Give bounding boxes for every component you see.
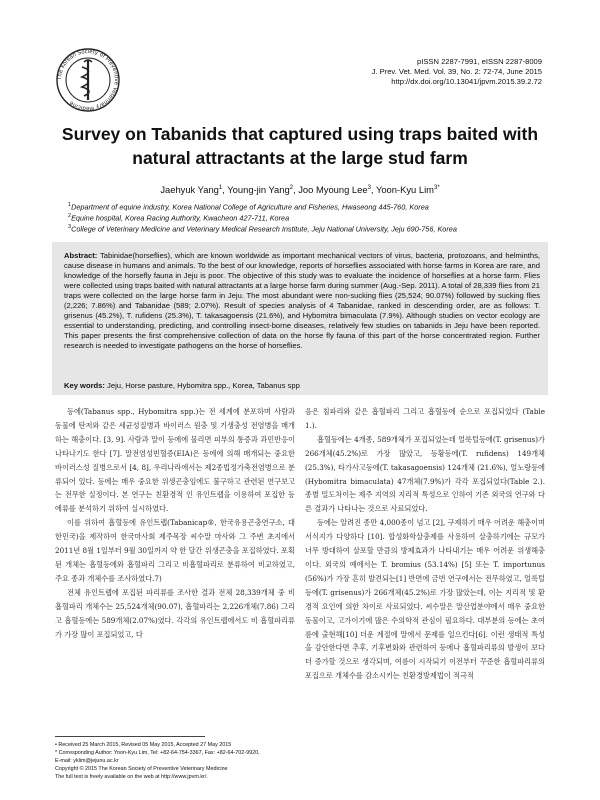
- affiliation-3-num: 3: [68, 223, 72, 230]
- body-paragraph: 음은 침파리와 같은 흡혈파리 그리고 흡혈등에 순으로 포집되었다 (Table 1.).: [305, 407, 545, 430]
- author-3-sup: 3: [367, 184, 371, 191]
- keywords: [64, 381, 540, 390]
- footnote-line: * Corresponding Author: Yoon-Kyu Lim, Tel: +82-64-754-3367, Fax: +82-64-702-9920,: [55, 750, 260, 756]
- footnote-line: Copyright © 2015 The Korean Society of Preventive Veterinary Medicine: [55, 766, 228, 772]
- society-logo: [55, 47, 121, 113]
- issn: pISSN 2287-7991, eISSN 2287-8009: [417, 57, 542, 66]
- author-2: Young-jin Yang: [227, 184, 290, 195]
- author-3: Joo Myoung Lee: [298, 184, 368, 195]
- body-paragraph: 이를 위하여 흡혈등에 유인트랩(Tabanicap®, 한국유용곤충연구소, 대한민국)을 제작하여 한국마사회 제주목장 씨수말 마사와 그 주변 초지에서 2011년 8월 1일부터 9월 30일까지 약 한 달간 위생곤충을 포집하였다. 포획된 개체는 흡혈등에와 흡혈파리 그리고 비흡혈파리로 분류하여 비교하였고, 주요 종과 개체수를 조사하였다.7): [55, 518, 295, 583]
- keywords-text: Jeju, Horse pasture, Hybomitra spp., Korea, Tabanus spp: [104, 381, 300, 390]
- keywords-label: Key words:: [64, 381, 105, 390]
- body-column-right: [305, 405, 545, 683]
- citation: J. Prev. Vet. Med. Vol. 39, No. 2: 72-74, June 2015: [371, 67, 542, 77]
- body-column-left: [55, 405, 295, 641]
- footnote-line: The full text is freely available on the web at http://www.jpvm.kr/.: [55, 774, 208, 780]
- author-4: Yoon-Kyu Lim: [375, 184, 434, 195]
- title-line-1: Survey on Tabanids that captured using traps baited with: [61, 124, 539, 144]
- title-line-2: natural attractants at the large stud farm: [132, 148, 468, 168]
- affiliation-1-text: Department of equine industry, Korea National College of Agriculture and Fisheries, Hwaseong 445-760, Korea: [71, 202, 429, 212]
- doi-link[interactable]: http://dx.doi.org/10.13041/jpvm.2015.39.2.72: [391, 77, 542, 87]
- abstract: [64, 251, 540, 351]
- affiliation-3-text: College of Veterinary Medicine and Veterinary Medical Research Institute, Jeju National University, Jeju 690-756, Korea: [71, 224, 457, 234]
- author-1: Jaehyuk Yang: [160, 184, 219, 195]
- affiliation-1-num: 1: [68, 202, 72, 208]
- logo-ring-text: The Korean Society of Preventive Veterinary Medicine: [56, 48, 120, 112]
- footnote: [55, 741, 315, 781]
- affiliation-3: [68, 223, 548, 234]
- affiliation-2: [68, 212, 548, 223]
- affiliation-1: [68, 201, 548, 212]
- footnote-line: • Received 25 March 2015, Revised 05 May 2015, Accepted 27 May 2015: [55, 742, 232, 748]
- footnote-divider: [55, 736, 205, 737]
- body-paragraph: 흡혈등에는 4개종, 589개체가 포집되었는데 얼룩털등에(T. grisenus)가 266개체(45.2%)로 가장 많았고, 등황등에(T. rufidens) 149개체 (25.3%), 타가사고등에(T. takasagoensis) 124개체 (21.6%), 얼노랑등에(Hybomitra bimaculata) 47개체(7.9%)가 각각 포집되었다(Table 2.). 종별 밀도차이는 제주 지역의 지리적 특성으로 인하여 기존 외국의 연구와 다른 결과가 나타나는 것으로 사료되었다.: [305, 434, 545, 514]
- paper-title: [60, 122, 540, 170]
- body-paragraph: 등에는 알려진 종만 4,000종이 넘고 [2], 구제하기 매우 어려운 해충이며 서식지가 다양하다 [10]. 합성화학살충제를 사용하여 살충하기에는 규모가 너무 방대하여 살포할 만큼의 방제효과가 나타내기는 매우 어려운 위생해충이다. 외국의 예에서는 T. bromius (53.14%) [5] 또는 T. importunus (56%)가 가장 흔히 발견되는[1] 반면에 금번 연구에서는 전무하였고, 얼룩털등에(T. grisenus)가 266개체(45.2%)로 가장 많았는데, 이는 지리적 및 환경적 요인에 의한 차이로 사료되었다. 씨수말은 말산업분야에서 매우 중요한 동물이고, 고가이기에 많은 수의학적 관심이 필요하다. 대부분의 등에는 초여름에 출현해[10] 더운 계절에 말에서 문제를 일으킨다[6]. 이런 생태적 특성을 감안한다면 추후, 기후변화와 관련하여 등에나 흡혈파리류의 발생이 보다 더 증가할 것으로 생각되며, 여름이 시작되기 이전부터 꾸준한 흡혈파리류의포집으로 개체수를 감소시키는 친환경방제법이 적극적: [305, 518, 545, 681]
- affiliation-2-text: Equine hospital, Korea Racing Authority, Kwacheon 427-711, Korea: [71, 213, 290, 223]
- abstract-text: Tabinidae(horseflies), which are known worldwide as important mechanical vectors of virus, bacteria, protozoans, and helminths, cause disease in humans and animals. To the best of our knowledge, reports of horseflies associated with horse farms in Korea are rare, and knowledge of the horsefly fauna in Jeju is poor. The objective of this study was to evaluate the incidence of horseflies at a horse farm. Flies were collected using traps baited with natural attractants at a large horse farm during summer (Aug.-Sep. 2011). A total of 28,339 flies from 21 traps were collected on the large horse farm in Jeju. The most abundant were non-sucking flies (25,524; 90.07%) followed by sucking flies (2,226; 7.86%) and Tabanidae (589; 2.07%). Result of species analysis of 4 Tabanidae, ranked in descending order, are as follows: T. grisenus (45.2%), T. rufidens (25.3%), T. takasagoensis (21.6%), and Hybomitra bimaculata (7.9%). Although studies on vector ecology are essential to understanding, predicting, and controlling insect-borne diseases, relatively few studies on tabanids in Jeju have been reported. This paper presents the first comprehensive collection of data on the horse fly fauna of this part of the horse concentrated region. Further research is needed to investigate pathogens on the horse of horseflies.: [64, 251, 540, 350]
- author-list: Jaehyuk Yang$^1$, Young-jin Yang$^2$, Joo Myoung Lee$^3$, Yoon-Kyu Lim$^{3*}$: [160, 184, 440, 195]
- body-paragraph: 전체 유인트랩에 포집된 파리류를 조사한 결과 전체 28,339개체 중 비 흡혈파리 개체수는 25,524개체(90.07), 흡혈파리는 2,226개체(7.86) 그리고 흡혈등에는 589개체(2.07%)였다. 각각의 유인트랩에서도 비 흡혈파리류가 가장 많이 포집되었고, 다: [55, 587, 295, 639]
- journal-meta: [282, 57, 542, 88]
- body-paragraph: 등에(Tabanus spp., Hybomitra spp.)는 전 세계에 분포하며 사람과 동물에 탄저와 같은 세균성질병과 바이러스 원충 및 기생충성 전염병을 매개하는 해충이다. [3, 9]. 사람과 말이 등에에 물리면 피부의 통증과 과민반응이 나타나기도 한다 [7]. 말전염성빈혈증(EIA)은 등에에 의해 매개되는 중요한 바이러스성 질병으로서 [4, 8], 우리나라에서는 제2종법정가축전염병으로 분류되어 있다. 등에는 매우 중요한 위생곤충임에도 불구하고 관련된 연구보고는 전무한 실정이다. 본 연구는 친환경적 인 유인트랩을 이용하여 포집한 등에류를 분석하기 위하여 실시하였다.: [55, 407, 295, 514]
- abstract-label: Abstract:: [64, 251, 98, 260]
- author-2-sup: 2: [289, 184, 294, 191]
- affiliations: [68, 201, 548, 234]
- affiliation-2-num: 2: [68, 212, 72, 219]
- author-4-sup: 3*: [433, 184, 440, 191]
- author-1-sup: 1: [218, 184, 223, 191]
- footnote-email[interactable]: E-mail: yklim@jejunu.ac.kr: [55, 758, 119, 764]
